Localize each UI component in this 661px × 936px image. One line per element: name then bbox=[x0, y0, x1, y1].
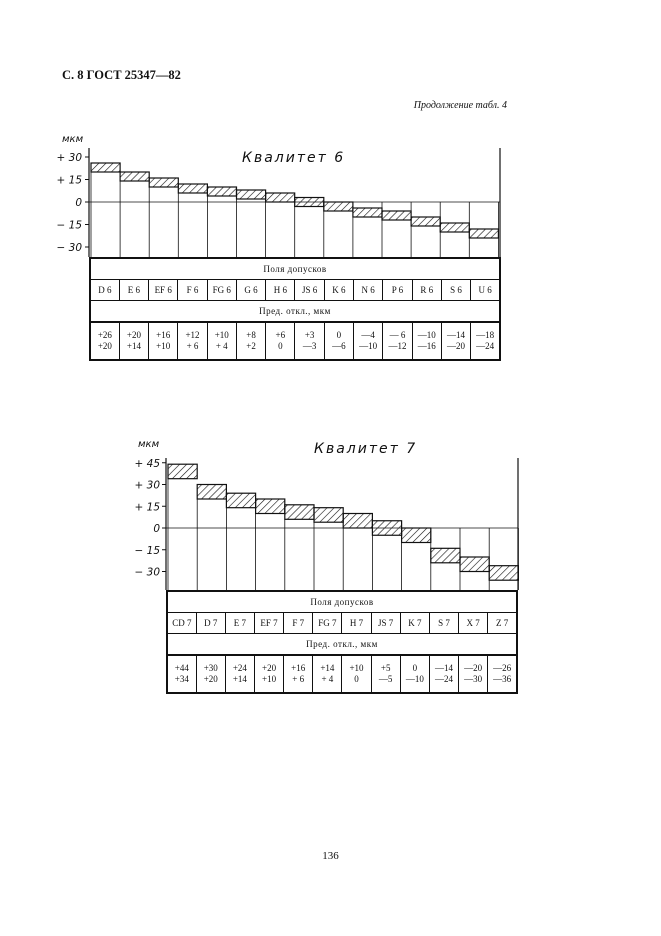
lower-deviation: +20 bbox=[97, 341, 112, 351]
upper-deviation: +20 bbox=[126, 330, 141, 340]
tolerance-bar bbox=[314, 508, 343, 523]
tolerance-bar bbox=[469, 229, 498, 238]
y-tick-label: − 15 bbox=[56, 219, 82, 232]
tolerance-bar bbox=[324, 202, 353, 211]
field-label: Z 7 bbox=[488, 613, 517, 634]
lower-deviation: —36 bbox=[493, 674, 512, 684]
y-tick-label: + 15 bbox=[134, 501, 160, 514]
upper-deviation: +8 bbox=[246, 330, 256, 340]
page-number: 136 bbox=[322, 850, 339, 862]
field-label: JS 7 bbox=[371, 613, 400, 634]
tolerance-bar bbox=[226, 493, 255, 508]
tolerance-bar bbox=[440, 223, 469, 232]
upper-deviation: +5 bbox=[380, 663, 391, 673]
deviation-cell bbox=[119, 322, 148, 360]
lower-deviation: + 6 bbox=[292, 674, 305, 684]
lower-deviation: +10 bbox=[156, 341, 171, 351]
deviation-cell bbox=[471, 322, 500, 360]
deviation-cell bbox=[488, 655, 517, 693]
upper-deviation: +44 bbox=[174, 663, 189, 673]
field-label: D 7 bbox=[196, 613, 225, 634]
tolerance-bar bbox=[120, 172, 149, 181]
upper-deviation: +12 bbox=[185, 330, 200, 340]
tolerance-bar bbox=[149, 178, 178, 187]
y-axis-unit: мкм bbox=[138, 439, 160, 450]
field-label: S 6 bbox=[441, 280, 470, 301]
field-label: E 6 bbox=[119, 280, 148, 301]
page-header: С. 8 ГОСТ 25347—82 bbox=[62, 68, 181, 82]
tolerance-bar bbox=[411, 217, 440, 226]
upper-deviation: —10 bbox=[417, 330, 436, 340]
field-label: H 6 bbox=[266, 280, 295, 301]
deviation-cell bbox=[178, 322, 207, 360]
field-label: EF 6 bbox=[149, 280, 178, 301]
lower-deviation: —24 bbox=[476, 341, 495, 351]
field-label: N 6 bbox=[354, 280, 383, 301]
tolerance-bar bbox=[372, 521, 401, 536]
y-tick-label: − 15 bbox=[134, 544, 160, 557]
lower-deviation: +34 bbox=[174, 674, 189, 684]
deviation-cell bbox=[412, 322, 441, 360]
field-label: D 6 bbox=[90, 280, 119, 301]
y-tick-label: + 45 bbox=[134, 457, 160, 470]
deviation-cell bbox=[236, 322, 265, 360]
tolerance-bar bbox=[197, 485, 226, 500]
y-tick-label: 0 bbox=[153, 523, 160, 535]
table-caption-deviations: Пред. откл., мкм bbox=[90, 301, 500, 323]
upper-deviation: +16 bbox=[291, 663, 306, 673]
tolerance-bar bbox=[295, 198, 324, 207]
lower-deviation: —5 bbox=[378, 674, 393, 684]
upper-deviation: —18 bbox=[476, 330, 495, 340]
field-label: K 6 bbox=[324, 280, 353, 301]
upper-deviation: +20 bbox=[262, 663, 277, 673]
upper-deviation: +30 bbox=[203, 663, 218, 673]
deviation-cell bbox=[441, 322, 470, 360]
field-label: JS 6 bbox=[295, 280, 324, 301]
upper-deviation: 0 bbox=[336, 330, 342, 340]
upper-deviation: 0 bbox=[412, 663, 418, 673]
deviation-cell bbox=[324, 322, 353, 360]
upper-deviation: +14 bbox=[320, 663, 335, 673]
table-caption-deviations: Пред. откл., мкм bbox=[167, 634, 517, 656]
tolerance-bar bbox=[382, 211, 411, 220]
chart-title: Квалитет 6 bbox=[242, 150, 346, 166]
lower-deviation: 0 bbox=[278, 341, 283, 351]
tolerance-bar bbox=[91, 163, 120, 172]
deviation-cell bbox=[371, 655, 400, 693]
lower-deviation: —10 bbox=[359, 341, 378, 351]
upper-deviation: +10 bbox=[214, 330, 229, 340]
lower-deviation: —24 bbox=[434, 674, 453, 684]
upper-deviation: — 6 bbox=[389, 330, 406, 340]
field-label: P 6 bbox=[383, 280, 412, 301]
tolerance-table-kvalitet-7 bbox=[166, 590, 518, 694]
tolerance-bar bbox=[178, 184, 207, 193]
tolerance-bar bbox=[431, 548, 460, 563]
field-label: S 7 bbox=[429, 613, 458, 634]
tolerance-table-kvalitet-6 bbox=[89, 257, 501, 361]
tolerance-bar bbox=[285, 505, 314, 520]
tolerance-bar bbox=[460, 557, 489, 572]
field-label: EF 7 bbox=[254, 613, 283, 634]
tolerance-bar bbox=[353, 208, 382, 217]
upper-deviation: —20 bbox=[464, 663, 483, 673]
field-label: CD 7 bbox=[167, 613, 196, 634]
lower-deviation: —12 bbox=[388, 341, 407, 351]
lower-deviation: —10 bbox=[405, 674, 424, 684]
deviation-cell bbox=[266, 322, 295, 360]
lower-deviation: +20 bbox=[203, 674, 218, 684]
deviation-cell bbox=[429, 655, 458, 693]
deviation-cell bbox=[383, 322, 412, 360]
upper-deviation: +6 bbox=[275, 330, 286, 340]
y-axis-unit: мкм bbox=[62, 134, 84, 145]
tolerance-bar bbox=[402, 528, 431, 543]
tolerance-bar bbox=[237, 190, 266, 199]
upper-deviation: +24 bbox=[232, 663, 247, 673]
field-label: X 7 bbox=[459, 613, 488, 634]
field-label: U 6 bbox=[471, 280, 500, 301]
lower-deviation: +2 bbox=[246, 341, 256, 351]
lower-deviation: +14 bbox=[232, 674, 247, 684]
lower-deviation: —30 bbox=[464, 674, 483, 684]
upper-deviation: —26 bbox=[493, 663, 512, 673]
lower-deviation: —3 bbox=[302, 341, 317, 351]
y-tick-label: + 30 bbox=[134, 479, 160, 492]
lower-deviation: + 6 bbox=[186, 341, 199, 351]
y-tick-label: 0 bbox=[75, 197, 82, 209]
upper-deviation: +10 bbox=[349, 663, 364, 673]
deviation-cell bbox=[354, 322, 383, 360]
upper-deviation: —4 bbox=[361, 330, 375, 340]
deviation-cell bbox=[149, 322, 178, 360]
table-caption-fields: Поля допусков bbox=[167, 591, 517, 613]
lower-deviation: —6 bbox=[332, 341, 346, 351]
deviation-cell bbox=[400, 655, 429, 693]
field-label: F 6 bbox=[178, 280, 207, 301]
tolerance-bar bbox=[343, 514, 372, 529]
tolerance-bar bbox=[207, 187, 236, 196]
field-label: R 6 bbox=[412, 280, 441, 301]
y-tick-label: − 30 bbox=[134, 566, 160, 579]
tolerance-bar bbox=[489, 566, 518, 581]
y-tick-label: + 15 bbox=[56, 174, 82, 187]
y-tick-label: − 30 bbox=[56, 242, 82, 254]
deviation-cell bbox=[284, 655, 313, 693]
deviation-cell bbox=[254, 655, 283, 693]
tolerance-bar bbox=[256, 499, 285, 514]
field-label: F 7 bbox=[284, 613, 313, 634]
deviation-cell bbox=[167, 655, 196, 693]
upper-deviation: +26 bbox=[97, 330, 112, 340]
field-label: FG 6 bbox=[207, 280, 236, 301]
lower-deviation: 0 bbox=[354, 674, 359, 684]
deviation-cell bbox=[313, 655, 342, 693]
field-label: H 7 bbox=[342, 613, 371, 634]
lower-deviation: —16 bbox=[417, 341, 436, 351]
deviation-cell bbox=[459, 655, 488, 693]
upper-deviation: +3 bbox=[304, 330, 315, 340]
lower-deviation: + 4 bbox=[215, 341, 228, 351]
deviation-cell bbox=[90, 322, 119, 360]
upper-deviation: —14 bbox=[434, 663, 453, 673]
field-label: FG 7 bbox=[313, 613, 342, 634]
deviation-cell bbox=[196, 655, 225, 693]
chart-title: Квалитет 7 bbox=[314, 441, 418, 457]
lower-deviation: —20 bbox=[447, 341, 466, 351]
lower-deviation: +10 bbox=[262, 674, 277, 684]
deviation-cell bbox=[225, 655, 254, 693]
continuation-note: Продолжение табл. 4 bbox=[413, 100, 507, 111]
deviation-cell bbox=[295, 322, 324, 360]
lower-deviation: +14 bbox=[126, 341, 141, 351]
tolerance-bar bbox=[266, 193, 295, 202]
field-label: E 7 bbox=[225, 613, 254, 634]
upper-deviation: —14 bbox=[447, 330, 466, 340]
upper-deviation: +16 bbox=[156, 330, 171, 340]
field-label: K 7 bbox=[400, 613, 429, 634]
table-caption-fields: Поля допусков bbox=[90, 258, 500, 280]
y-tick-label: + 30 bbox=[56, 152, 82, 164]
deviation-cell bbox=[342, 655, 371, 693]
deviation-cell bbox=[207, 322, 236, 360]
tolerance-bar bbox=[168, 464, 197, 479]
lower-deviation: + 4 bbox=[321, 674, 334, 684]
field-label: G 6 bbox=[236, 280, 265, 301]
